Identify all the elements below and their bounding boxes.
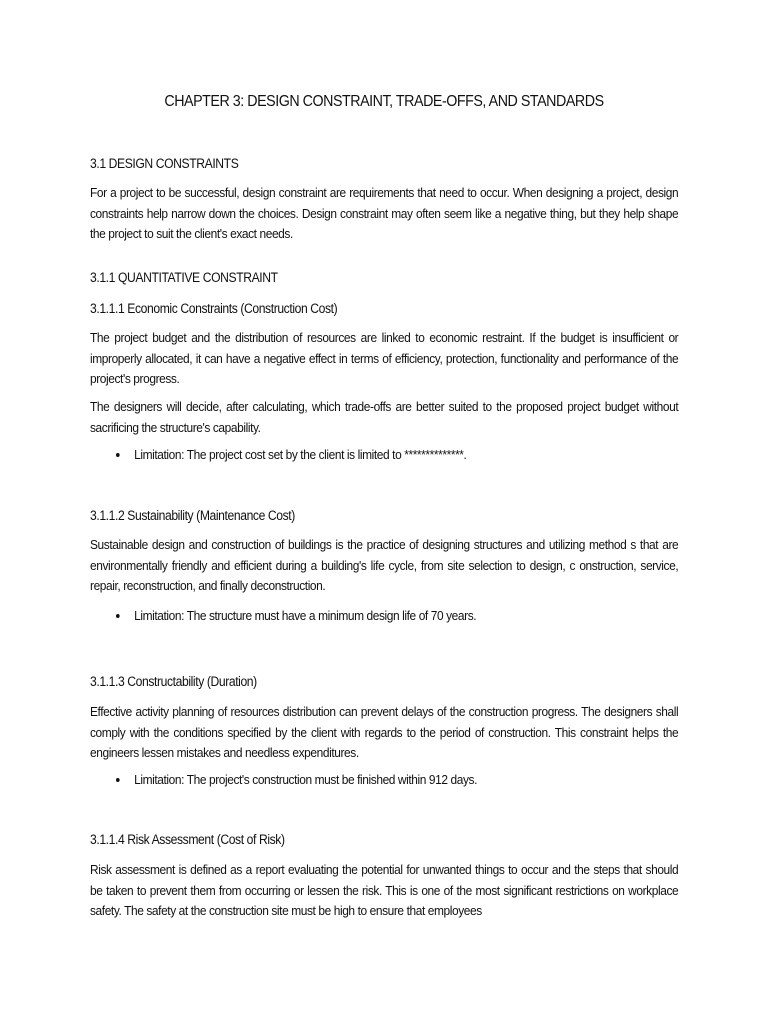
section-3-1-1-1-paragraph-2: The designers will decide, after calculating, which trade-offs are better suited to the proposed project budget without sacrificing the structure's capability. — [90, 399, 679, 435]
chapter-title: CHAPTER 3: DESIGN CONSTRAINT, TRADE-OFFS, AND STANDARDS — [164, 93, 604, 110]
section-3-1-1-3-paragraph: Effective activity planning of resources distribution can prevent delays of the construction progress. The designers shall comply with the conditions specified by the client with regards to the period of construction. This constraint helps the engineers lessen mistakes and needless expenditures. — [90, 704, 679, 760]
section-3-1-1-4-paragraph: Risk assessment is defined as a report evaluating the potential for unwanted things to occur and the steps that should be taken to prevent them from occurring or lessen the risk. This is one of the most significant restrictions on workplace safety. The safety at the construction site must be high to ensure that employees — [90, 862, 679, 918]
section-heading-3-1-1-3: 3.1.1.3 Constructability (Duration) — [90, 674, 257, 689]
bullet-item-design-life-limitation — [116, 608, 476, 623]
section-3-1-paragraph: For a project to be successful, design constraint are requirements that need to occur. When designing a project, design constraints help narrow down the choices. Design constraint may often seem like a negative thing, but they help shape the project to suit the client's exact needs. — [90, 185, 679, 241]
section-heading-3-1-1: 3.1.1 QUANTITATIVE CONSTRAINT — [90, 270, 278, 285]
bullet-text: Limitation: The structure must have a minimum design life of 70 years. — [134, 608, 477, 623]
bullet-text: Limitation: The project's construction must be finished within 912 days. — [134, 772, 478, 787]
section-3-1-1-2-paragraph: Sustainable design and construction of buildings is the practice of designing structures and utilizing method s that are environmentally friendly and efficient during a building's life cycle, from site selection to design, c onstruction, service, repair, reconstruction, and finally deconstruction. — [90, 537, 679, 593]
bullet-icon — [116, 453, 120, 457]
bullet-item-duration-limitation — [116, 772, 477, 787]
section-heading-3-1-1-4: 3.1.1.4 Risk Assessment (Cost of Risk) — [90, 832, 285, 847]
bullet-icon — [116, 778, 120, 782]
section-3-1-1-1-paragraph-1: The project budget and the distribution of resources are linked to economic restraint. If the budget is insufficient or improperly allocated, it can have a negative effect in terms of efficiency, protection, functionality and performance of the project's progress. — [90, 330, 679, 386]
bullet-text: Limitation: The project cost set by the client is limited to **************. — [134, 447, 467, 462]
bullet-item-cost-limitation — [116, 447, 466, 462]
section-heading-3-1: 3.1 DESIGN CONSTRAINTS — [90, 156, 239, 171]
bullet-icon — [116, 614, 120, 618]
section-heading-3-1-1-2: 3.1.1.2 Sustainability (Maintenance Cost) — [90, 508, 295, 523]
section-heading-3-1-1-1: 3.1.1.1 Economic Constraints (Construction Cost) — [90, 301, 338, 316]
